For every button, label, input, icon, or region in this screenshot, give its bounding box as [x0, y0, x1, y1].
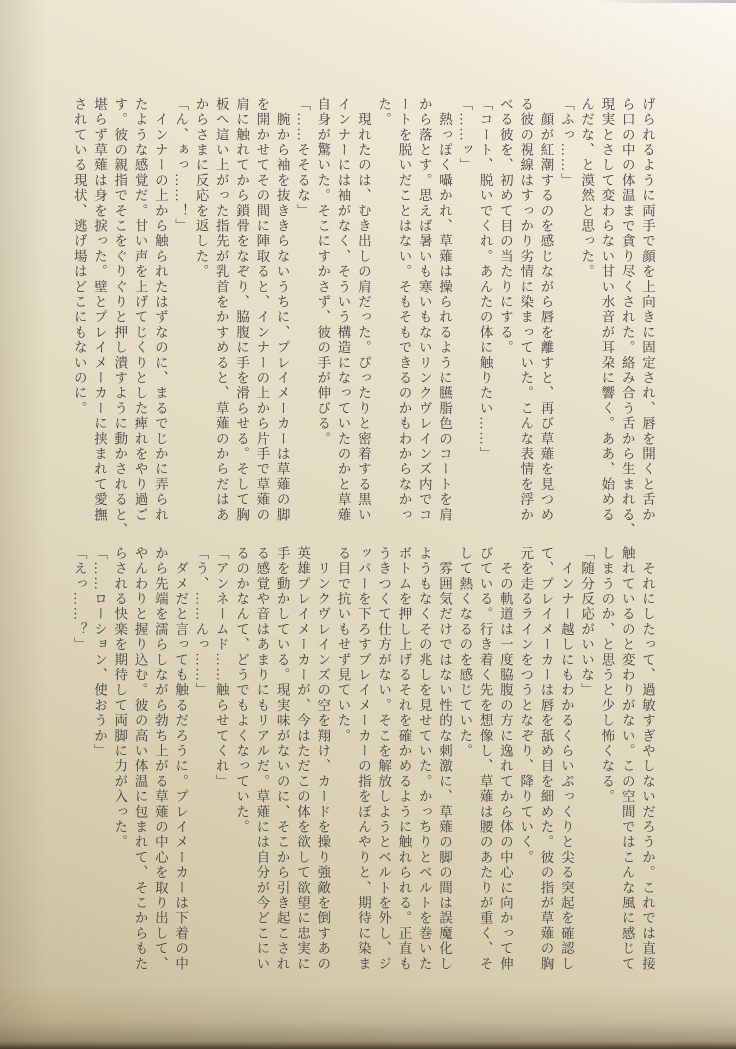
- text-column: リンクヴレインズの空を翔け、カードを操り強敵を倒すあの: [315, 546, 331, 972]
- text-column: る感覚や音はあまりにもリアルだ。草薙には自分が今どこにい: [254, 546, 270, 972]
- text-column: す。彼の親指でそこをぐりぐりと押し潰すように動かされると、: [112, 97, 128, 538]
- text-column: 堪らず草薙は身を捩った。壁とプレイメーカーに挟まれて愛撫: [91, 97, 107, 523]
- text-column: 板へ這い上がった指先が乳首をかすめると、草薙のからだはあ: [213, 97, 229, 523]
- text-column: 「ん、ぁっ……！」: [173, 97, 189, 234]
- text-column: インナー越しにもわかるくらいぷっくりと尖る突起を確認し: [558, 546, 574, 972]
- text-column: 肩に触れてから鎖骨をなぞり、脇腹に手を滑らせる。そして胸: [234, 97, 250, 523]
- text-column: しまうのか、と思うと少し怖くなる。: [599, 546, 615, 805]
- text-column: から先端を濡らしながら勃ち上がる草薙の中心を取り出して、: [152, 546, 168, 972]
- text-column: その軌道は一度脇腹の方に逸れてから体の中心に向かって伸: [497, 546, 513, 972]
- text-column: 「……ッ」: [457, 97, 473, 173]
- text-column: 「ふっ……」: [558, 97, 574, 189]
- text-column: ートを脱いだことはない。そもそもできるのかもわからなかっ: [396, 97, 412, 523]
- scan-bottom-shadow: [0, 985, 736, 1049]
- text-column: ら口の中の体温まで貪り尽くされた。絡み合う舌から生まれる、: [619, 97, 635, 538]
- text-column: うきつくて仕方がない。そこを解放しようとベルトを外し、ジ: [376, 546, 392, 972]
- text-column: やんわりと握り込む。彼の高い体温に包まれて、そこからもた: [132, 546, 148, 972]
- text-column: んだな、と漠然と思った。: [579, 97, 595, 280]
- text-column: ダメだと言っても触るだろうに。プレイメーカーは下着の中: [173, 546, 189, 972]
- text-column: らされる快楽を期待して両脚に力が入った。: [112, 546, 128, 850]
- text-column: 顔が紅潮するのを感じながら唇を離すと、再び草薙を見つめ: [538, 97, 554, 523]
- text-column: ボトムを押し上げるそれを確かめるように触れられる。正直も: [396, 546, 412, 972]
- text-column: 自身が驚いた。そこにすかさず、彼の手が伸びる。: [315, 97, 331, 447]
- text-column: それにしたって、過敏すぎやしないだろうか。これでは直接: [640, 546, 655, 972]
- scan-left-vignette: [0, 0, 46, 1049]
- text-column: 「アンネームド……触らせてくれ」: [213, 546, 229, 790]
- text-column: して熱くなるのを感じていた。: [457, 546, 473, 759]
- text-column: されている現状、逃げ場はどこにもないのに。: [71, 97, 87, 417]
- text-column: るのかなんて、どうでもよくなっていた。: [234, 546, 250, 835]
- text-column: インナーには袖がなく、そういう構造になっていたのかと草薙: [335, 97, 351, 523]
- text-column: て、プレイメーカーは唇を舐め目を細めた。彼の指が草薙の胸: [538, 546, 554, 972]
- text-column: 英雄プレイメーカーが、今はただこの体を欲して欲望に忠実に: [294, 546, 310, 972]
- text-column: 雰囲気だけではない性的な刺激に、草薙の脚の間は誤魔化し: [437, 546, 453, 972]
- text-column: 「……そそるな」: [294, 97, 310, 219]
- text-column: たような感覚だ。甘い声を上げてじくりとした痺れをやり過ご: [132, 97, 148, 523]
- text-column: 現れたのは、むき出しの肩だった。ぴったりと密着する黒い: [355, 97, 371, 523]
- text-column: 手を動かしている。現実味がないのに、そこから引き起こされ: [274, 546, 290, 972]
- text-column: る目で抗いもせず見ていた。: [335, 546, 351, 744]
- scan-top-edge: [596, 0, 736, 3]
- text-column: 「……ローション、使おうか」: [91, 546, 107, 759]
- text-column: ッパーを下ろすプレイメーカーの指をぼんやりと、期待に染ま: [355, 546, 371, 972]
- text-column: 「えっ……？」: [71, 546, 87, 653]
- text-column: 腕から袖を抜ききらないうちに、プレイメーカーは草薙の脚: [274, 97, 290, 523]
- text-column: びている。行き着く先を想像し、草薙は腰のあたりが重く、そ: [477, 546, 493, 972]
- text-block-bottom: [68, 546, 657, 984]
- text-column: 現実とさして変わらない甘い水音が耳朶に響く。ああ、始める: [599, 97, 615, 523]
- text-block-top: [68, 97, 657, 538]
- text-column: からさまに反応を返した。: [193, 97, 209, 280]
- text-column: を開かせてその間に陣取ると、インナーの上から片手で草薙の: [254, 97, 270, 523]
- text-column: た。: [376, 97, 392, 128]
- text-column: る彼の視線はすっかり劣情に染まっていた。こんな表情を浮か: [518, 97, 534, 523]
- text-column: 触れているのと変わりがない。この空間ではこんな風に感じて: [619, 546, 635, 972]
- text-column: から落とす。思えば暑いも寒いもないリンクヴレインズ内でコ: [416, 97, 432, 523]
- text-column: げられるように両手で顔を上向きに固定され、唇を開くと舌か: [640, 97, 655, 523]
- text-column: 「コート、脱いでくれ。あんたの体に触りたい……」: [477, 97, 493, 462]
- text-column: 「随分反応がいいな」: [579, 546, 595, 698]
- text-column: 「う、……んっ……」: [193, 546, 209, 698]
- text-column: 熱っぽく囁かれ、草薙は操られるように臙脂色のコートを肩: [437, 97, 453, 523]
- text-column: ようもなくその兆しを見せていた。かっちりとベルトを巻いた: [416, 546, 432, 972]
- text-column: 元を走るラインをつうとなぞり、降りていく。: [518, 546, 534, 866]
- text-column: べる彼を、初めて目の当たりにする。: [497, 97, 513, 356]
- text-column: インナーの上から触られたはずなのに、まるでじかに弄られ: [152, 97, 168, 523]
